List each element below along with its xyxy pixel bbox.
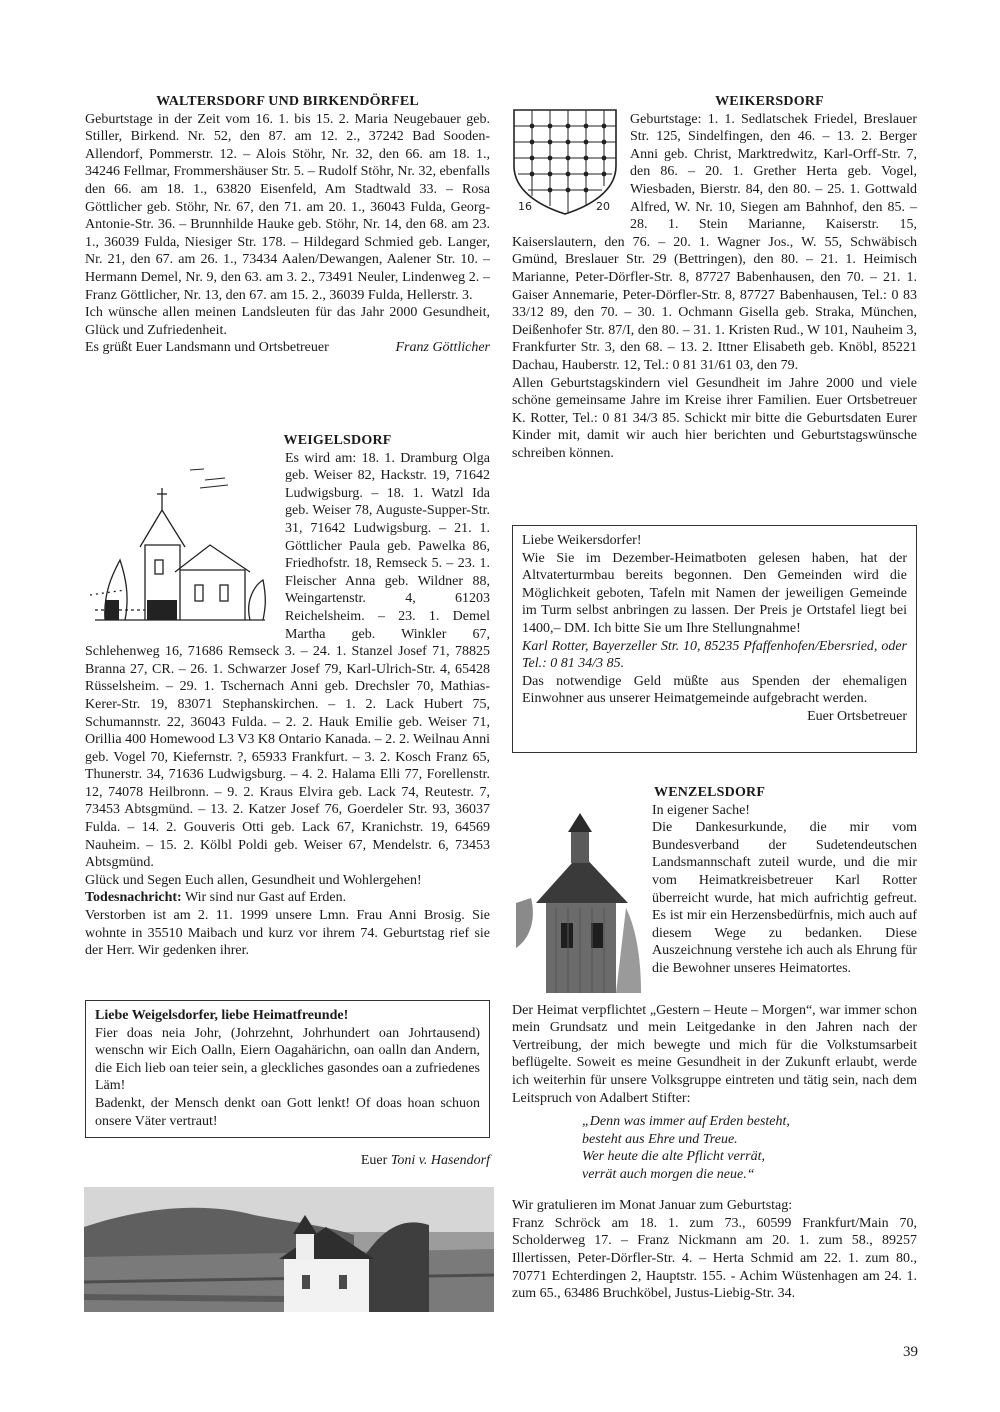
weikersdorf-box-sign: Euer Ortsbetreuer	[807, 708, 907, 724]
crest-spacer	[512, 111, 630, 229]
waltersdorf-sign-left: Es grüßt Euer Landsmann und Ortsbetreuer	[85, 340, 329, 356]
wenzelsdorf-lead: In eigener Sache!	[652, 802, 750, 818]
quote-line: Wer heute die alte Pflicht verrät,	[582, 1149, 765, 1165]
crest-year-left: 16	[518, 200, 532, 213]
church-illustration	[85, 450, 275, 630]
weigelsdorf-wish: Glück und Segen Euch allen, Gesundheit und Wohlergehen!	[85, 872, 422, 888]
weigelsdorf-box-text-2: Badenkt, der Mensch denkt oan Gott lenkt! Of doas hoan schuon onsere Väter vertraut!	[95, 1095, 480, 1129]
weigelsdorf-sign-prefix: Euer	[360, 1153, 388, 1168]
weigelsdorf-birthdays: Es wird am: 18. 1. Dramburg Olga geb. Weiser 82, Hackstr. 19, 71642 Ludwigsburg. – 18. 1. Watzl Ida geb. Weiser 78, Auguste-Supper-Str. 31, 71642 Ludwigsburg. – 21. 1. Göttlicher Paula geb. Pawelka 86, Friedhofstr. 18, Remseck 5. – 23. 1. Fleischer Anna geb. Wildner 88, Weingartenstr. 4, 61203 Reichelsheim. – 23. 1. Demel Martha geb. Winkler 67, Schlehenweg 16, 71686 Remseck 3. – 24. 1. Stanzel Josef 71, 78825 Branna 27, CR. – 26. 1. Schwarzer Josef 79, Karl-Ulrich-Str. 4, 65428 Rüsselsheim. – 29. 1. Tschernach Anni geb. Drechsler 70, Mathias-Kerer-Str. 19, 83071 Stephanskirchen. – 1. 2. Lack Hubert 75, Schumannstr. 22, 36043 Fulda. – 2. 2. Hauk Emilie geb. Weiser 71, Orillia 400 Homewood L3 V3 K8 Ontario Kanada. – 2. 2. Weilnau Anni geb. Vogel 70, Kiefernstr. ?, 65933 Frankfurt. – 3. 2. Kosch Franz 65, Thunerstr. 34, 71636 Ludwigsburg. – 4. 2. Halama Elli 77, Forellenstr. 12, 74078 Heilbronn. – 9. 2. Kraus Elvira geb. Lack 74, Reutestr. 7, 73453 Abtsgmünd. – 13. 2. Katzer Josef 76, Goerdeler Str. 93, 36037 Fulda. – 14. 2. Gouveris Otti geb. Lack 67, Kranichstr. 19, 64569 Nauheim. – 15. 2. Kölbl Poldi geb. Weiser 67, Mendelstr. 6, 73453 Abtsgmünd.	[85, 450, 490, 871]
chapel-photo	[84, 1187, 494, 1312]
wenzelsdorf-principle: Der Heimat verpflichtet „Gestern – Heute – Morgen“, war immer schon mein Grundsatz und mein Leitgedanke in den Jahren nach der Vertreibung, der mich bewegte und mich für die Volkstumsarbeit beflügelte. Soweit es meine Gesundheit in der Zukunft erlaubt, werde ich weiterhin für unsere Volksgruppe eintreten und tätig sein, nach dem Leitspruch von Adalbert Stifter:	[512, 1002, 917, 1106]
quote-line: „Denn was immer auf Erden besteht,	[582, 1114, 790, 1130]
weikersdorf-birthdays: Geburtstage: 1. 1. Sedlatschek Friedel, Breslauer Str. 125, Sindelfingen, den 46. – 13. 2. Berger Anni geb. Christ, Marktredwitz, Karl-Orff-Str. 7, den 86. – 20. 1. Grether Herta geb. Vogel, Wiesbaden, Bierstr. 84, den 80. – 25. 1. Gottwald Alfred, W. Nr. 10, Siegen am Bahnhof, den 85. – 28. 1. Stein Marianne, Kaiserstr. 15, Kaiserslautern, den 76. – 20. 1. Wagner Jos., W. 55, Schwäbisch Gmünd, Breslauer Str. 29 (Bettringen), den 80. – 21. 1. Heimisch Marianne, Peter-Dörfler-Str. 8, 87727 Babenhausen, den 70. – 21. 1. Gaiser Annemarie, Peter-Dörfler-Str. 8, 87727 Babenhausen, Tel.: 0 83 33/12 89, den 70. – 30. 1. Ochmann Gisella geb. Straka, München, Deißenhofer Str. 87/I, den 80. – 31. 1. Kristen Rud., W 101, Nauheim 3, Frankfurter Str. 3, den 68. – 13. 2. Ittner Elisabeth geb. Knöbl, 85221 Dachau, Hauberstr. 12, Tel.: 0 81 31/61 03, den 79.	[512, 111, 917, 373]
page-number: 39	[903, 1344, 918, 1361]
weigelsdorf-obituary: Verstorben ist am 2. 11. 1999 unsere Lmn. Frau Anni Brosig. Sie wohnte in 35510 Maibach und kurz vor ihrem 74. Geburtstag rief sie der Herr. Wir gedenken ihrer.	[85, 908, 490, 959]
waltersdorf-wish: Ich wünsche allen meinen Landsleuten für das Jahr 2000 Gesundheit, Glück und Zufriedenheit.	[85, 305, 490, 338]
wenzelsdorf-congrats: Wir gratulieren im Monat Januar zum Geburtstag:	[512, 1198, 793, 1214]
wenzelsdorf-heading: WENZELSDORF	[654, 785, 766, 800]
weigelsdorf-sign-name: Toni v. Hasendorf	[390, 1153, 490, 1168]
weikersdorf-box-text-2: Das notwendige Geld müßte aus Spenden der ehemaligen Einwohner aus unserer Heimatgemeinde aufgebracht werden.	[522, 673, 907, 707]
weikersdorf-box-text: Wie Sie im Dezember-Heimatboten gelesen haben, hat der Altvaterturmbau bereits begonnen. Den Gemeinden wird die Möglichkeit geboten, Tafeln mit Namen der jeweiligen Gemeinde im Turm selbst anbringen zu lassen. Der Preis je Ortstafel liegt bei 1400,– DM. Ich bitte Sie um Ihre Stellungnahme!	[522, 550, 907, 636]
weikersdorf-section	[512, 93, 917, 462]
death-notice-label: Todesnachricht:	[85, 890, 182, 906]
weikersdorf-notice-box	[512, 525, 917, 753]
stifter-quote	[582, 1113, 917, 1183]
photo-spacer	[512, 802, 652, 1002]
weikersdorf-box-contact: Karl Rotter, Bayerzeller Str. 10, 85235 Pfaffenhofen/Ebersried, oder Tel.: 0 81 34/3 85.	[522, 638, 907, 672]
crest-year-right: 20	[596, 200, 610, 213]
weigelsdorf-section	[85, 432, 490, 960]
waltersdorf-sign-name: Franz Göttlicher	[395, 340, 490, 356]
quote-line: besteht aus Ehre und Treue.	[582, 1131, 738, 1147]
death-notice-text: Wir sind nur Gast auf Erden.	[184, 890, 347, 906]
waltersdorf-signature	[85, 339, 490, 357]
weikersdorf-heading: WEIKERSDORF	[715, 94, 824, 109]
wenzelsdorf-thanks: Die Dankesurkunde, die mir vom Bundesverband der Sudetendeutschen Landsmannschaft zuteil wurde, und die mir vom Heimatkreisbetreuer Karl Rotter überreicht wurde, hat mich aufrichtig gefreut. Es ist mir ein Herzensbedürfnis, mich auch auf diesem Wege zu bedanken. Diese Auszeichnung verstehe ich auch als Ehrung für die Bewohner unseres Heimatortes.	[652, 820, 917, 976]
wenzelsdorf-section	[512, 784, 917, 1303]
weikersdorf-box-greeting: Liebe Weikersdorfer!	[522, 533, 642, 548]
weigelsdorf-greeting-box	[85, 1000, 490, 1138]
wenzelsdorf-birthday-list: Franz Schröck am 18. 1. zum 73., 60599 Frankfurt/Main 70, Scholderweg 17. – Franz Nickmann am 20. 1. zum 58., 89257 Illertissen, Peter-Dörfler-Str. 4. – Herta Schmid am 22. 1. zum 80., 70771 Echterdingen 2, Hauptstr. 155. - Achim Wüstenhagen am 24. 1. zum 65., 63486 Bruchköbel, Justus-Liebig-Str. 34.	[512, 1215, 917, 1302]
weigelsdorf-death-notice	[85, 889, 490, 907]
weigelsdorf-box-text: Fier doas neia Johr, (Johrzehnt, Johrhundert oan Johrtausend) wenschn wir Eich Oalln, Eiern Oagahärichn, oan oalln dan Andern, die Eich lieb oan teier sein, a gleckliches gasondes oan a zufriedenes Läm!	[95, 1025, 480, 1094]
weigelsdorf-heading: WEIGELSDORF	[283, 433, 392, 448]
waltersdorf-heading: WALTERSDORF UND BIRKENDÖRFEL	[156, 94, 419, 109]
weigelsdorf-signature	[85, 1152, 490, 1170]
waltersdorf-birthdays: Geburtstage in der Zeit vom 16. 1. bis 15. 2. Maria Neugebauer geb. Stiller, Birkend. Nr. 52, den 87. am 12. 2., 37242 Bad Sooden-Allendorf, Pommerstr. 12. – Alois Stöhr, Nr. 32, den 66. am 18. 1., 34246 Fellmar, Frommershäuser Str. 5. – Rudolf Stöhr, Nr. 32, ebenfalls den 66. am 18. 1., 63820 Eisenfeld, Am Stadtwald 33. – Rosa Göttlicher geb. Stöhr, Nr. 67, den 71. am 20. 1., 36043 Fulda, Georg-Antonie-Str. 36. – Brunnhilde Hauke geb. Stöhr, Nr. 14, den 68. am 23. 1., 36039 Fulda, Niesiger Str. 178. – Hildegard Schmied geb. Langer, Nr. 21, den 67. am 26. 1., 73434 Aalen/Dewangen, Aalener Str. 10. – Hermann Demel, Nr. 9, den 63. am 3. 2., 73491 Neuler, Lindenweg 2. – Franz Göttlicher, Nr. 13, den 67. am 15. 2., 36039 Fulda, Hellerstr. 3.	[85, 111, 490, 303]
weigelsdorf-box-title: Liebe Weigelsdorfer, liebe Heimatfreunde!	[95, 1008, 349, 1023]
quote-line: verrät auch morgen die neue.“	[582, 1166, 755, 1182]
weikersdorf-wish: Allen Geburtstagskindern viel Gesundheit im Jahre 2000 und viele schöne gemeinsame Jahre im Kreise ihrer Familien. Euer Ortsbetreuer K. Rotter, Tel.: 0 81 34/3 85. Schickt mir bitte die Geburtsdaten Eurer Kinder mit, damit wir auch hier berichten und Geburtstagswünsche schreiben können.	[512, 375, 917, 461]
waltersdorf-section	[85, 93, 490, 357]
